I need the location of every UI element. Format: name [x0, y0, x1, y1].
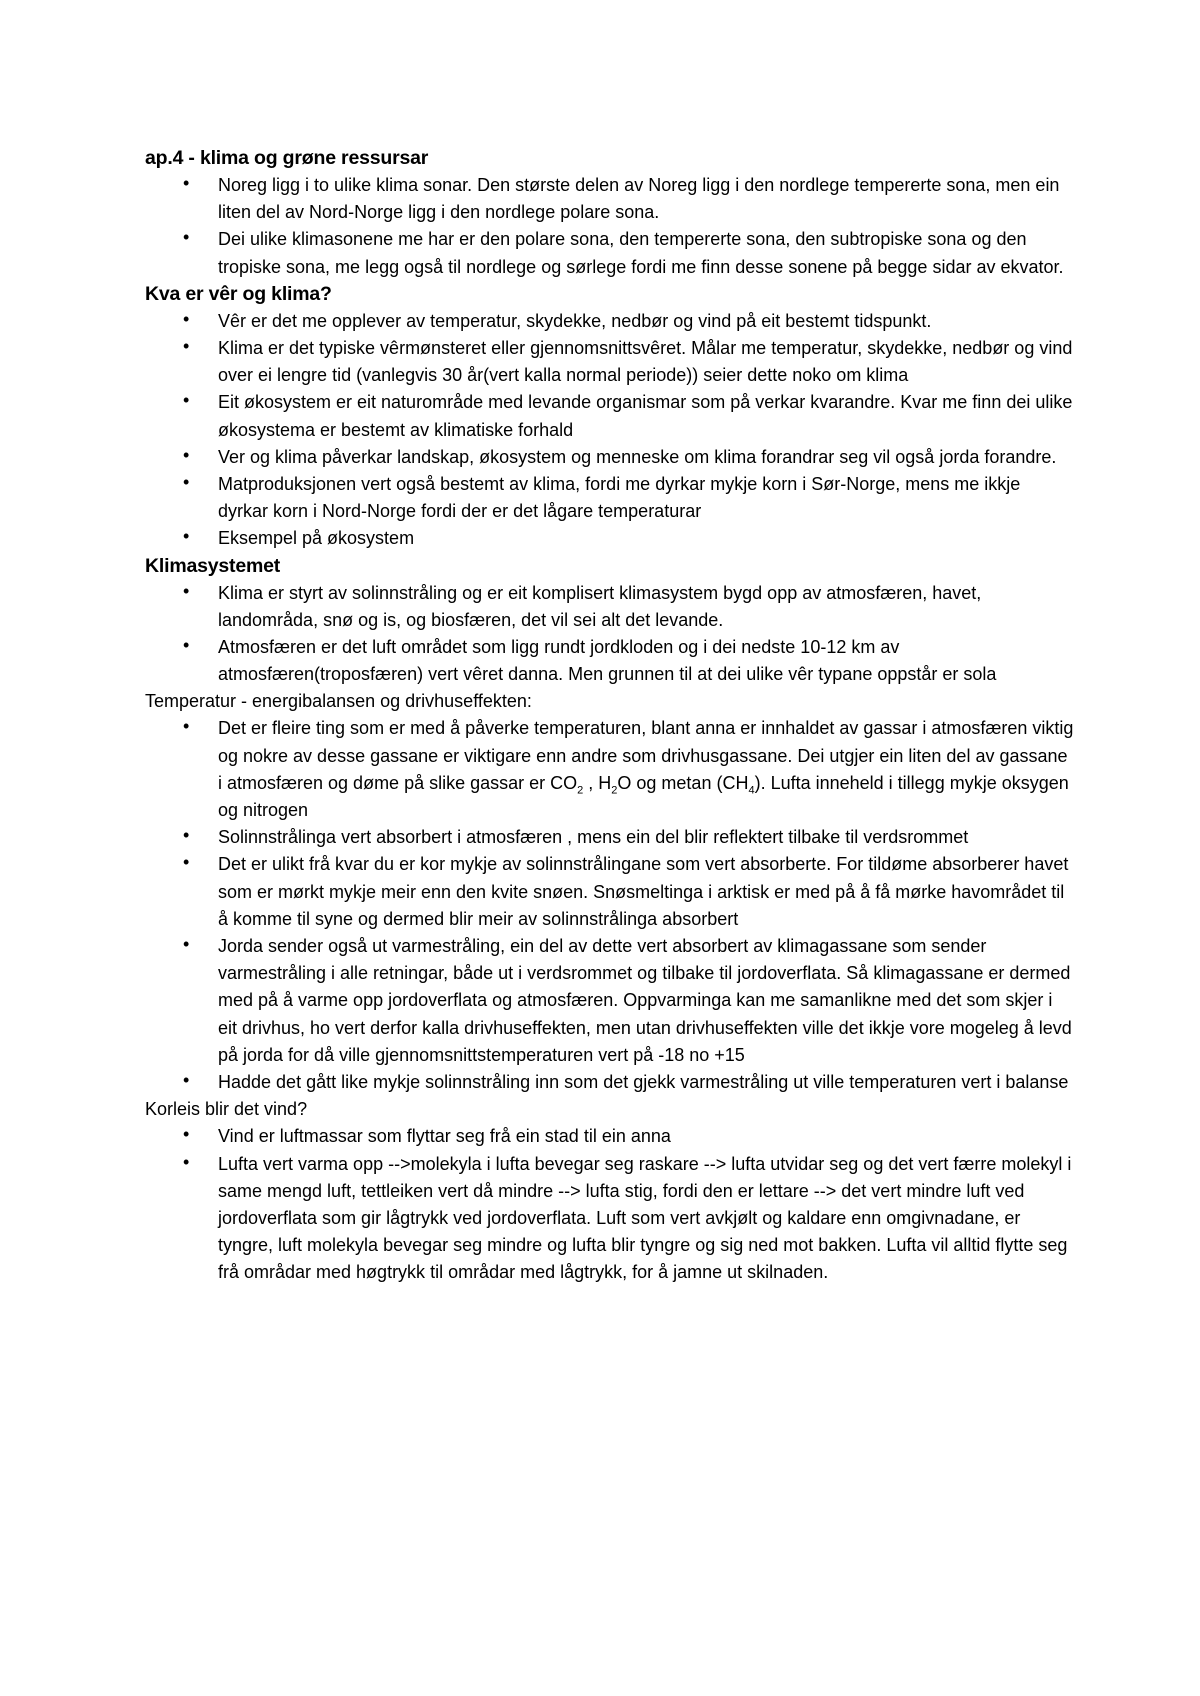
- list-item: [145, 1069, 1075, 1096]
- bullet-icon: •: [183, 308, 190, 329]
- bullet-icon: •: [183, 580, 190, 601]
- list-item: [145, 1151, 1075, 1287]
- subscript: 4: [748, 784, 755, 797]
- section-heading: Temperatur - energibalansen og drivhuseffekten:: [145, 691, 532, 712]
- bullet-icon: •: [183, 526, 190, 547]
- bullet-list: [145, 308, 1075, 553]
- bullet-icon: •: [183, 635, 190, 656]
- list-item-text: Klima er det typiske vêrmønsteret eller gjennomsnittsvêret. Målar me temperatur, skydekke, nedbør og vind over ei lengre tid (vanlegvis 30 år(vert kalla normal periode)) seier dette noko om klima: [218, 338, 1073, 386]
- section-temperatur: [145, 688, 1075, 1096]
- list-item-text: Klima er styrt av solinnstråling og er eit komplisert klimasystem bygd opp av atmosfæren, havet, landområda, snø og is, og biosfæren, det vil sei alt det levande.: [218, 582, 982, 630]
- list-item: [145, 308, 1075, 335]
- list-item-text: Noreg ligg i to ulike klima sonar. Den største delen av Noreg ligg i den nordlege tempererte sona, men ein liten del av Nord-Norge ligg i den nordlege polare sona.: [218, 175, 1060, 223]
- list-item-text: Hadde det gått like mykje solinnstråling inn som det gjekk varmestråling ut ville temperaturen vert i balanse: [218, 1072, 1069, 1093]
- subscript: 2: [611, 784, 618, 797]
- section-heading: Kva er vêr og klima?: [145, 282, 332, 305]
- bullet-icon: •: [183, 716, 190, 737]
- list-item-text: O og metan (CH: [617, 772, 749, 793]
- list-item-text: Lufta vert varma opp -->molekyla i lufta bevegar seg raskare --> lufta utvidar seg og det vert færre molekyl i same mengd luft, tettleiken vert då mindre --> lufta stig, fordi den er lettare --> det vert mindre luft ved jordoverflata som gir lågtrykk ved jordoverflata. Luft som vert avkjølt og kaldare enn omgivnadane, er tyngre, luft molekyla bevegar seg mindre og lufta blir tyngre og sig ned mot bakken. Lufta vil alltid flytte seg frå områdar med høgtrykk til områdar med lågtrykk, for å jamne ut skilnaden.: [218, 1153, 1072, 1283]
- bullet-list: [145, 172, 1075, 281]
- list-item: [145, 335, 1075, 389]
- list-item-text: Atmosfæren er det luft området som ligg rundt jordkloden og i dei nedste 10-12 km av atmosfæren(troposfæren) vert vêret danna. Men grunnen til at dei ulike vêr typane oppstår er sola: [218, 637, 997, 685]
- bullet-list: [145, 580, 1075, 689]
- bullet-icon: •: [183, 1124, 190, 1145]
- list-item-text: Vind er luftmassar som flyttar seg frå ein stad til ein anna: [218, 1126, 671, 1147]
- section-vind: [145, 1096, 1075, 1286]
- bullet-icon: •: [183, 934, 190, 955]
- list-item: [145, 851, 1075, 933]
- bullet-icon: •: [183, 227, 190, 248]
- bullet-icon: •: [183, 472, 190, 493]
- bullet-list: [145, 715, 1075, 1096]
- list-item-text: Vêr er det me opplever av temperatur, skydekke, nedbør og vind på eit bestemt tidspunkt.: [218, 310, 932, 331]
- bullet-icon: •: [183, 1151, 190, 1172]
- list-item-text: ). Lufta inneheld i tillegg mykje oksygen og nitrogen: [218, 772, 1069, 821]
- bullet-icon: •: [183, 825, 190, 846]
- list-item-text: Eksempel på økosystem: [218, 528, 415, 549]
- list-item: [145, 580, 1075, 634]
- section-heading: Korleis blir det vind?: [145, 1099, 308, 1120]
- list-item: [145, 226, 1075, 280]
- list-item: [145, 1123, 1075, 1150]
- list-item-text: Det er fleire ting som er med å påverke temperaturen, blant anna er innhaldet av gassar i atmosfæren viktig og nokre av desse gassane er viktigare enn andre som drivhusgassane. Dei utgjer ein liten del av gassane i atmosfæren og døme på slike gassar er CO: [218, 718, 1074, 793]
- list-item-text: Eit økosystem er eit naturområde med levande organismar som på verkar kvarandre. Kvar me finn dei ulike økosystema er bestemt av klimatiske forhald: [218, 392, 1073, 440]
- list-item: [145, 634, 1075, 688]
- list-item: [145, 525, 1075, 552]
- list-item: [145, 172, 1075, 226]
- bullet-icon: •: [183, 390, 190, 411]
- section-heading: ap.4 - klima og grøne ressursar: [145, 147, 429, 169]
- bullet-icon: •: [183, 852, 190, 873]
- subscript: 2: [577, 784, 584, 797]
- section-ver-og-klima: [145, 281, 1075, 553]
- list-item: [145, 933, 1075, 1069]
- list-item: [145, 824, 1075, 851]
- list-item-text: Solinnstrålinga vert absorbert i atmosfæren , mens ein del blir reflektert tilbake til verdsrommet: [218, 827, 969, 848]
- list-item-text: Dei ulike klimasonene me har er den polare sona, den tempererte sona, den subtropiske sona og den tropiske sona, me legg også til nordlege og sørlege fordi me finn desse sonene på begge sidar av ekvator.: [218, 229, 1064, 277]
- bullet-icon: •: [183, 173, 190, 193]
- list-item: [145, 444, 1075, 471]
- bullet-icon: •: [183, 336, 190, 357]
- list-item-text: , H: [583, 772, 612, 793]
- list-item-text: Jorda sender også ut varmestråling, ein del av dette vert absorbert av klimagassane som sender varmestråling i alle retningar, både ut i verdsrommet og tilbake til jordoverflata. Så klimagassane er dermed med på å varme opp jordoverflata og atmosfæren. Oppvarminga kan me samanlikne med det som skjer i eit drivhus, ho vert derfor kalla drivhuseffekten, men utan drivhuseffekten ville det ikkje vore mogeleg å levd på jorda for då ville gjennomsnittstemperaturen vert på -18 no +15: [218, 936, 1072, 1065]
- list-item-text: Det er ulikt frå kvar du er kor mykje av solinnstrålingane som vert absorberte. For tildøme absorberer havet som er mørkt mykje meir enn den kvite snøen. Snøsmeltinga i arktisk er med på å få mørke havområdet til å komme til syne og dermed blir meir av solinnstrålinga absorbert: [218, 854, 1069, 929]
- section-klimasystemet: [145, 553, 1075, 689]
- list-item: [145, 715, 1075, 824]
- list-item-text: Matproduksjonen vert også bestemt av klima, fordi me dyrkar mykje korn i Sør-Norge, mens me ikkje dyrkar korn i Nord-Norge fordi der er det lågare temperaturar: [218, 474, 1021, 522]
- bullet-icon: •: [183, 444, 190, 465]
- document-page: [145, 145, 1075, 1287]
- section-heading: Klimasystemet: [145, 554, 281, 577]
- list-item: [145, 389, 1075, 443]
- bullet-list: [145, 1123, 1075, 1286]
- list-item: [145, 471, 1075, 525]
- list-item-text: Ver og klima påverkar landskap, økosystem og menneske om klima forandrar seg vil også jorda forandre.: [218, 446, 1057, 467]
- bullet-icon: •: [183, 1070, 190, 1091]
- section-klima-ressursar: [145, 145, 1075, 281]
